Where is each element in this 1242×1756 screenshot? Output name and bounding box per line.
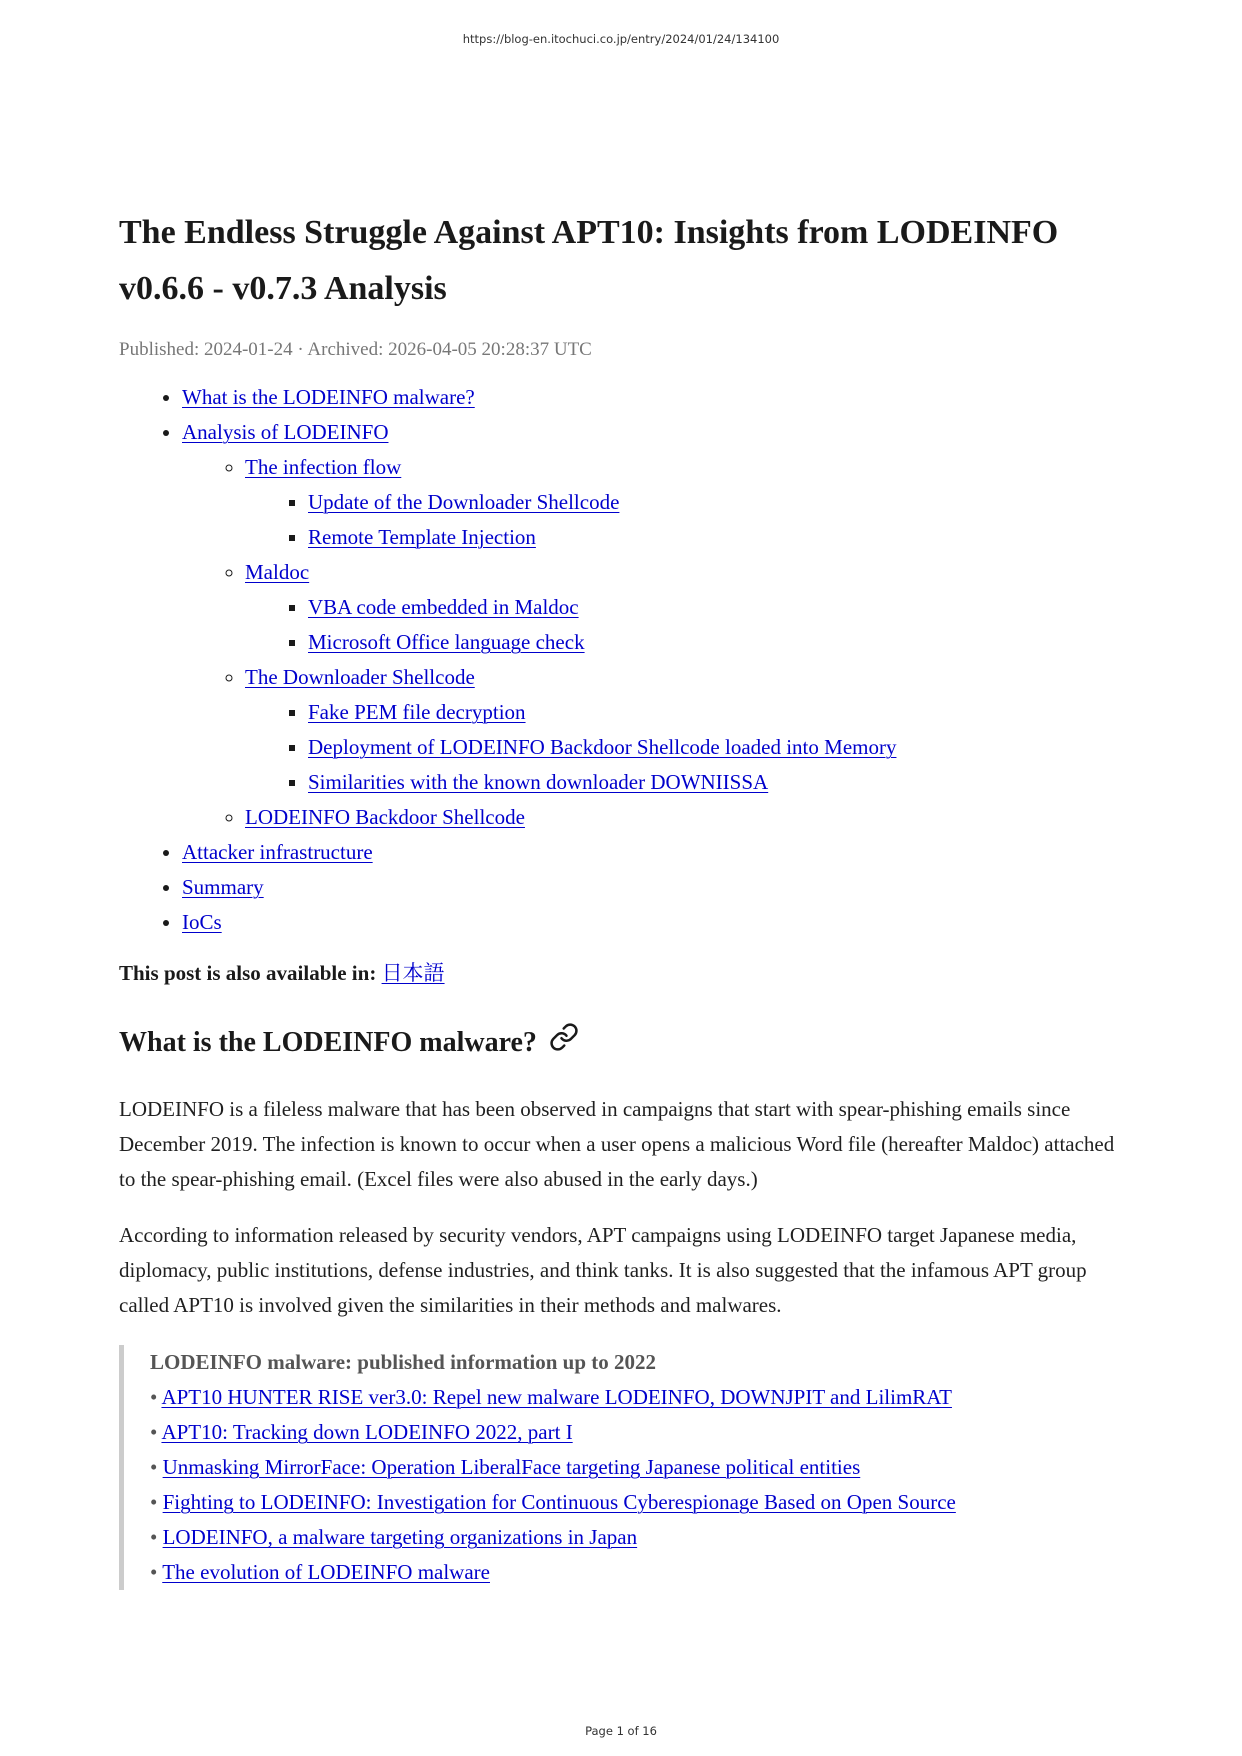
bullet: • (150, 1385, 158, 1409)
reference-item (150, 1415, 1123, 1450)
publish-meta: Published: 2024-01-24 · Archived: 2026-04-05 20:28:37 UTC (119, 339, 592, 360)
toc-item (308, 730, 1123, 765)
toc-item (245, 800, 1123, 835)
toc-item (308, 625, 1123, 660)
table-of-contents (119, 380, 1123, 940)
reference-item (150, 1380, 1123, 1415)
toc-link-maldoc[interactable]: Maldoc (245, 560, 310, 584)
reference-item (150, 1555, 1123, 1590)
toc-link-what-is-lodeinfo[interactable]: What is the LODEINFO malware? (182, 385, 475, 409)
link-icon[interactable] (549, 1022, 579, 1052)
bullet: • (150, 1455, 158, 1479)
toc-sublist (245, 485, 1123, 555)
bullet: • (150, 1560, 158, 1584)
toc-link-infection-flow[interactable]: The infection flow (245, 455, 402, 479)
toc-link-vba-code[interactable]: VBA code embedded in Maldoc (308, 595, 579, 619)
reference-link[interactable]: The evolution of LODEINFO malware (162, 1560, 490, 1584)
toc-link-language-check[interactable]: Microsoft Office language check (308, 630, 585, 654)
toc-sublist (245, 695, 1123, 800)
reference-link[interactable]: Fighting to LODEINFO: Investigation for Continuous Cyberespionage Based on Open Source (162, 1490, 956, 1514)
toc-sublist (182, 450, 1123, 835)
toc-item (182, 835, 1123, 870)
toc-item (308, 695, 1123, 730)
toc-link-similarities[interactable]: Similarities with the known downloader DOWNIISSA (308, 770, 769, 794)
toc-item (245, 660, 1123, 800)
reference-item (150, 1450, 1123, 1485)
toc-link-remote-template[interactable]: Remote Template Injection (308, 525, 536, 549)
reference-link[interactable]: APT10: Tracking down LODEINFO 2022, part I (161, 1420, 573, 1444)
references-title: LODEINFO malware: published information up to 2022 (150, 1350, 656, 1374)
language-availability (119, 958, 1123, 988)
toc-item (182, 905, 1123, 940)
toc-sublist (245, 590, 1123, 660)
page-title (119, 205, 1123, 317)
title-line-1: The Endless Struggle Against APT10: Insights from LODEINFO (119, 214, 1059, 251)
reference-item (150, 1485, 1123, 1520)
paragraph-context: According to information released by security vendors, APT campaigns using LODEINFO target Japanese media, diplomacy, public institutions, defense industries, and think tanks. It is also suggested that the infamous APT group called APT10 is involved given the similarities in their methods and malwares. (119, 1223, 1087, 1317)
title-line-2: v0.6.6 - v0.7.3 Analysis (119, 270, 447, 307)
bullet: • (150, 1525, 158, 1549)
toc-link-attacker-infrastructure[interactable]: Attacker infrastructure (182, 840, 373, 864)
toc-item (308, 485, 1123, 520)
page-url: https://blog-en.itochuci.co.jp/entry/2024/01/24/134100 (462, 32, 780, 46)
bullet: • (150, 1420, 158, 1444)
toc-item (308, 520, 1123, 555)
references-quote (119, 1345, 1123, 1590)
paragraph-intro: LODEINFO is a fileless malware that has been observed in campaigns that start with spear-phishing emails since December 2019. The infection is known to occur when a user opens a malicious Word file (hereafter Maldoc) attached to the spear-phishing email. (Excel files were also abused in the early days.) (119, 1097, 1115, 1191)
reference-link[interactable]: Unmasking MirrorFace: Operation LiberalFace targeting Japanese political entities (162, 1455, 861, 1479)
toc-item (308, 765, 1123, 800)
toc-item (182, 870, 1123, 905)
reference-link[interactable]: LODEINFO, a malware targeting organizations in Japan (162, 1525, 638, 1549)
reference-item (150, 1520, 1123, 1555)
toc-item (245, 450, 1123, 555)
article (119, 205, 1123, 1590)
toc-link-analysis[interactable]: Analysis of LODEINFO (182, 420, 389, 444)
japanese-language-link[interactable]: 日本語 (381, 961, 445, 985)
language-label: This post is also available in: (119, 961, 377, 985)
section-heading (119, 1022, 1123, 1064)
reference-link[interactable]: APT10 HUNTER RISE ver3.0: Repel new malware LODEINFO, DOWNJPIT and LilimRAT (161, 1385, 952, 1409)
toc-link-iocs[interactable]: IoCs (182, 910, 222, 934)
page-number: Page 1 of 16 (585, 1724, 657, 1738)
toc-link-backdoor-shellcode[interactable]: LODEINFO Backdoor Shellcode (245, 805, 525, 829)
toc-link-deployment[interactable]: Deployment of LODEINFO Backdoor Shellcode loaded into Memory (308, 735, 897, 759)
section-heading-text: What is the LODEINFO malware? (119, 1027, 537, 1058)
toc-item (308, 590, 1123, 625)
toc-link-update-downloader[interactable]: Update of the Downloader Shellcode (308, 490, 620, 514)
toc-link-summary[interactable]: Summary (182, 875, 264, 899)
bullet: • (150, 1490, 158, 1514)
toc-link-fake-pem[interactable]: Fake PEM file decryption (308, 700, 526, 724)
toc-link-downloader-shellcode[interactable]: The Downloader Shellcode (245, 665, 475, 689)
toc-item (245, 555, 1123, 660)
toc-item (182, 415, 1123, 835)
toc-item (182, 380, 1123, 415)
